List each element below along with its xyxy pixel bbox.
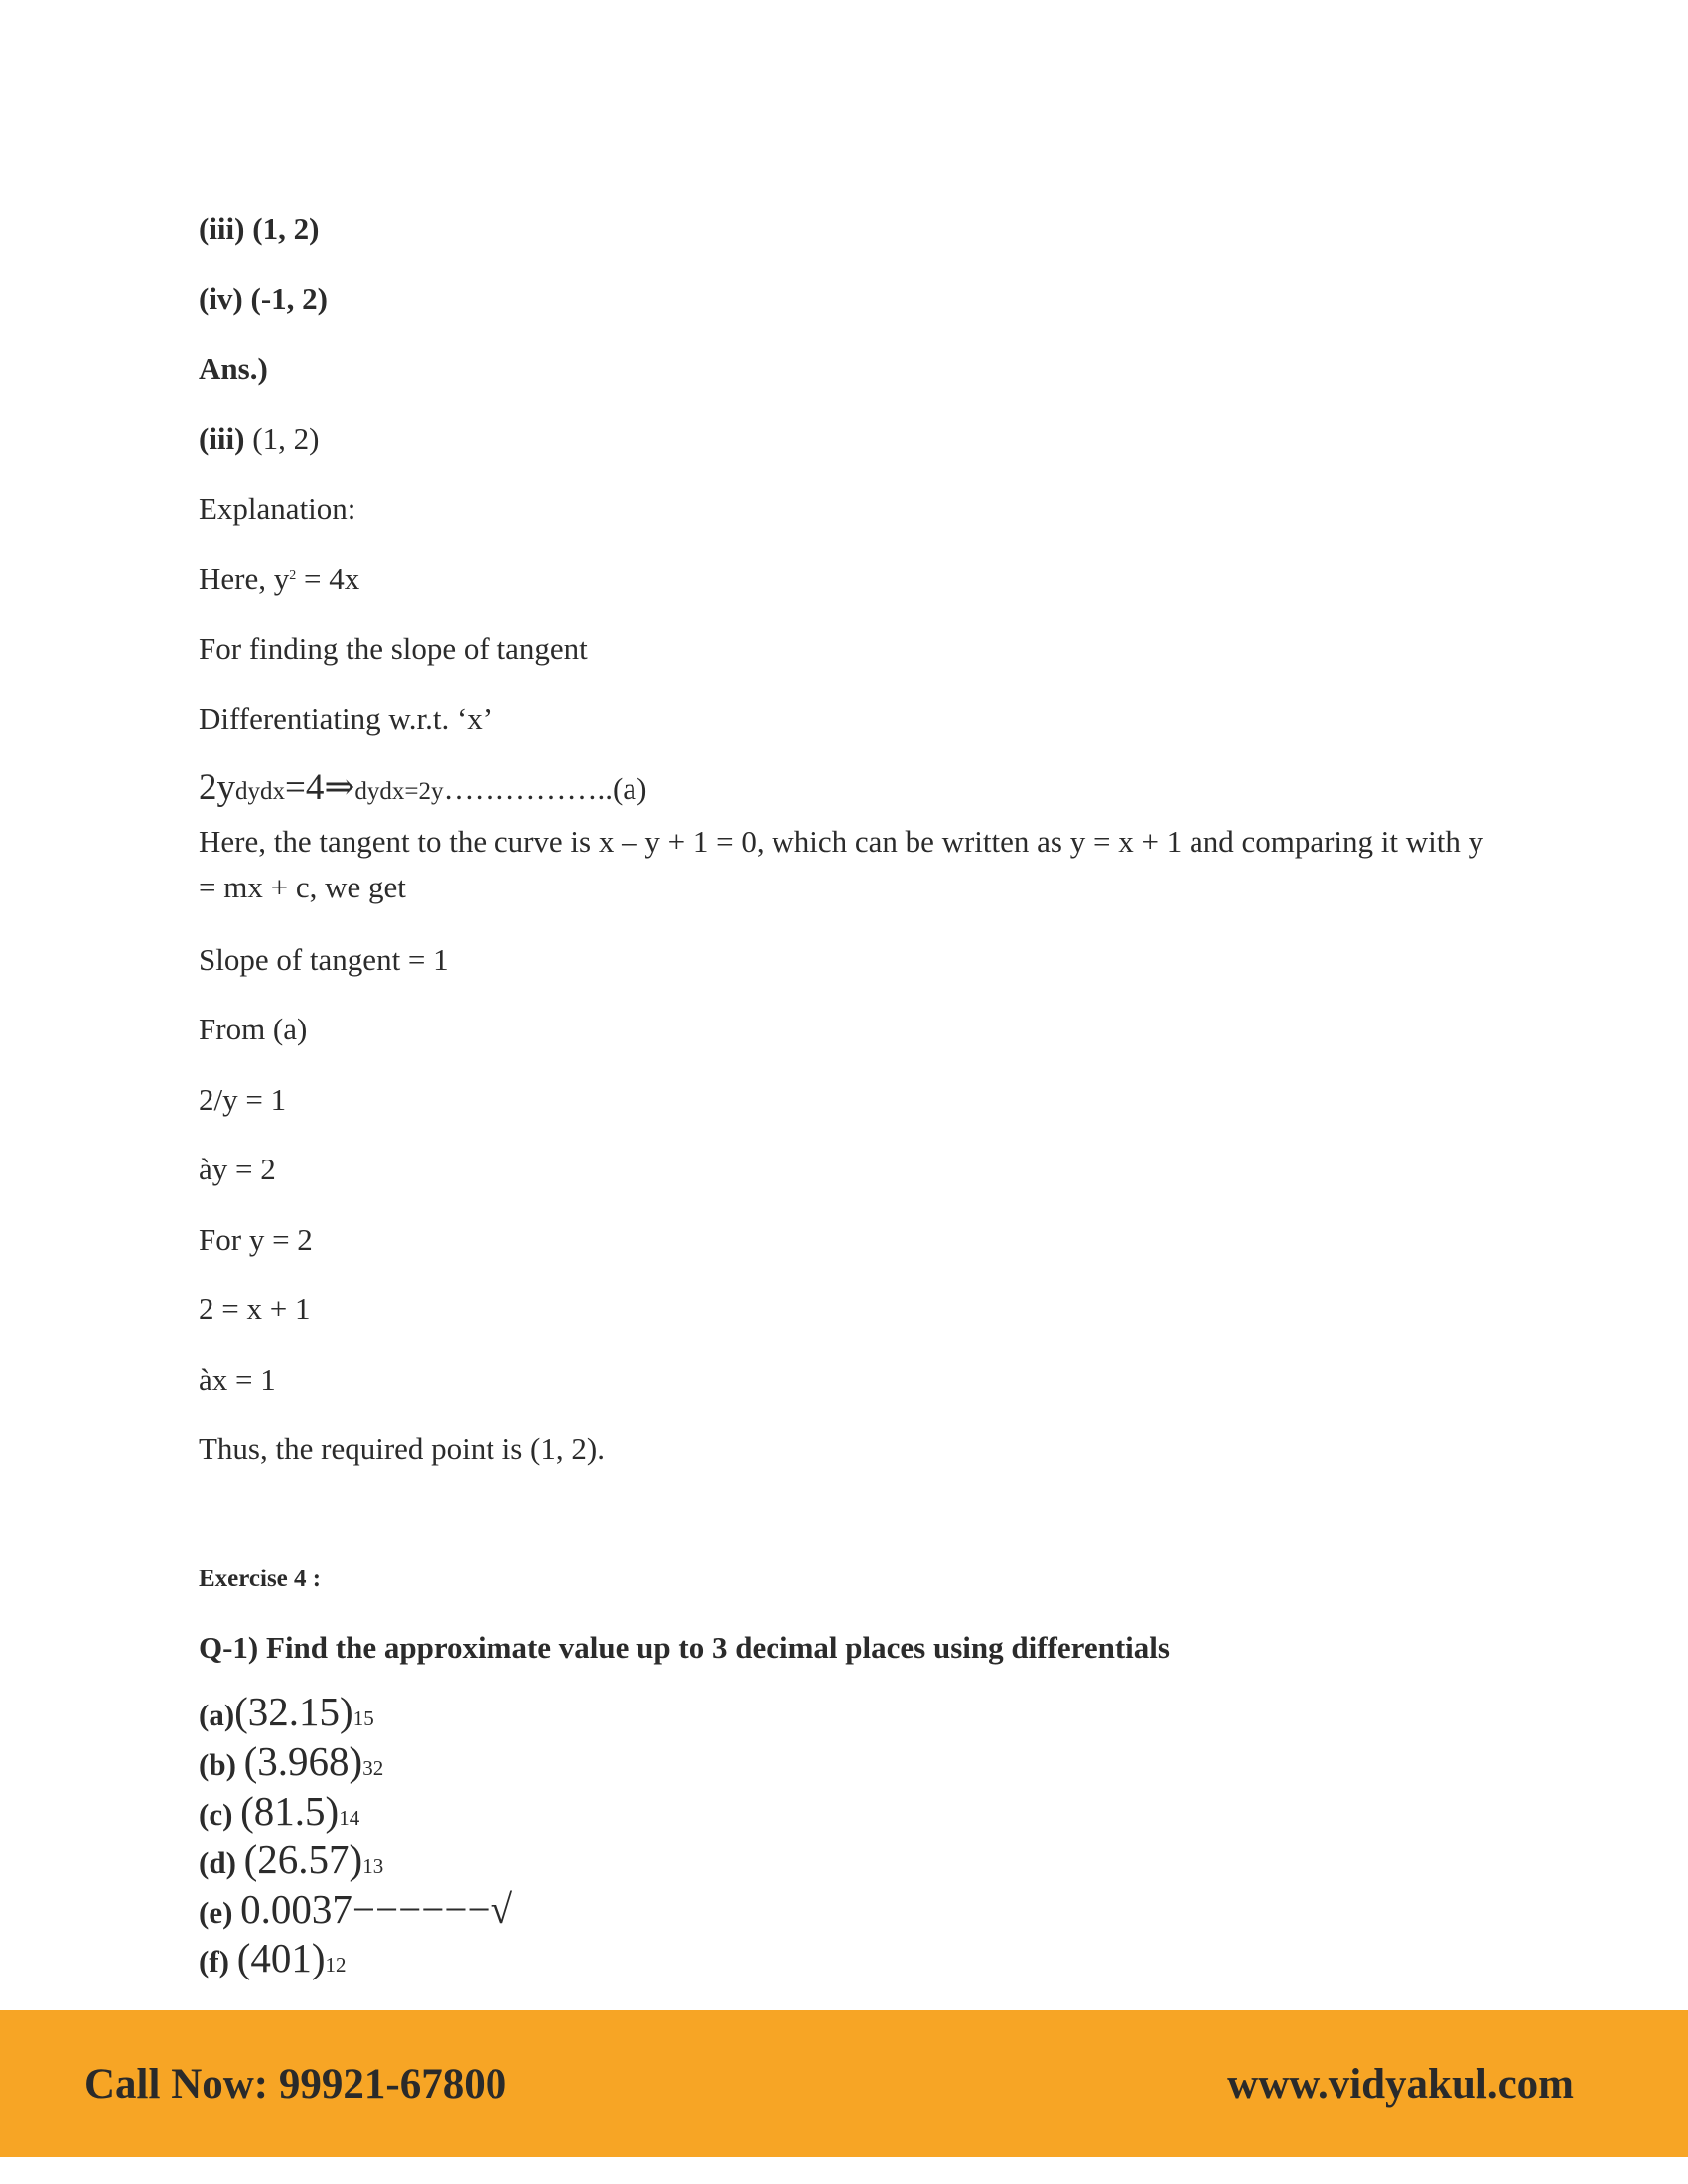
part-f: (f) (401)12 <box>199 1935 347 1980</box>
option-iii: (iii) (1, 2) <box>199 211 320 246</box>
equation-4: 2 = x + 1 <box>199 1292 311 1326</box>
part-d: (d) (26.57)13 <box>199 1837 384 1882</box>
step-slope: For finding the slope of tangent <box>199 631 588 666</box>
explanation-heading: Explanation: <box>199 491 356 526</box>
part-b: (b) (3.968)32 <box>199 1738 384 1784</box>
given-equation: Here, $y^2 = 4x$ <box>199 561 360 596</box>
footer-banner <box>0 2010 1688 2157</box>
equation-2: ày = 2 <box>199 1152 276 1186</box>
part-e: (e) 0.0037−−−−−−√ <box>199 1886 513 1932</box>
slope-result: Slope of tangent = 1 <box>199 942 449 977</box>
exercise-title: Exercise 4 : <box>199 1566 322 1592</box>
equation-1: 2/y = 1 <box>199 1082 287 1117</box>
step-differentiate: Differentiating w.r.t. ‘x’ <box>199 701 493 736</box>
equation-5: àx = 1 <box>199 1362 276 1397</box>
equation-3: For y = 2 <box>199 1222 313 1257</box>
part-c: (c) (81.5)14 <box>199 1788 360 1834</box>
tangent-paragraph: Here, the tangent to the curve is x – y + 1 = 0, which can be written as y = x + 1 and comparing it with y = mx + c, we get <box>199 824 1484 904</box>
part-a: (a)(32.15)15 <box>199 1689 374 1734</box>
conclusion: Thus, the required point is (1, 2). <box>199 1432 605 1466</box>
answer-choice: (iii) (1, 2) <box>199 421 320 456</box>
call-now-number[interactable]: Call Now: 99921-67800 <box>84 2061 507 2108</box>
answer-heading: Ans.) <box>199 351 268 386</box>
equation-a: 2ydydx=4⇒dydx=2y……………..(a) <box>199 767 647 808</box>
option-iv: (iv) (-1, 2) <box>199 281 328 316</box>
website-link[interactable]: www.vidyakul.com <box>1227 2061 1574 2108</box>
question-heading: Q-1) Find the approximate value up to 3 decimal places using differentials <box>199 1630 1170 1665</box>
from-a: From (a) <box>199 1012 308 1046</box>
